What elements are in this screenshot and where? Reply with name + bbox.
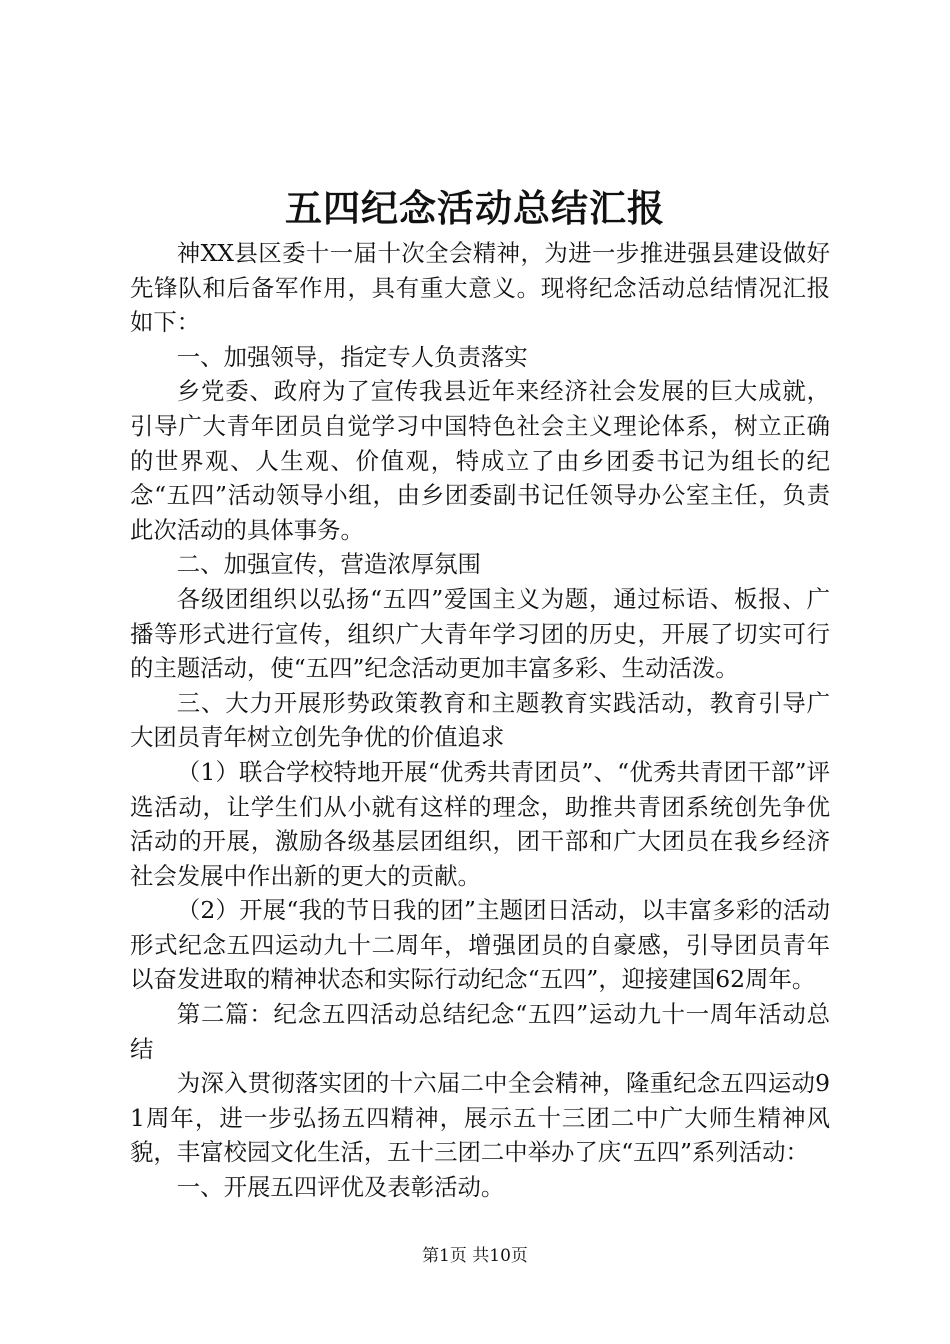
paragraph-intro: 神XX县区委十一届十次全会精神，为进一步推进强县建设做好先锋队和后备军作用，具有重大意义。现将纪念活动总结情况汇报如下： [130,239,830,337]
section-heading-3: 三、大力开展形势政策教育和主题教育实践活动，教育引导广大团员青年树立创先争优的价值追求 [130,688,830,752]
section-heading-1: 一、加强领导，指定专人负责落实 [176,342,528,371]
document-body [130,236,830,1205]
paragraph-item-2: （2）开展“我的节日我的团”主题团日活动，以丰富多彩的活动形式纪念五四运动九十二周年，增强团员的自豪感，引导团员青年以奋发进取的精神状态和实际行动纪念“五四”，迎接建国62周年。 [130,896,830,994]
part-two-heading: 第二篇：纪念五四活动总结纪念“五四”运动九十一周年活动总结 [130,1000,830,1063]
paragraph-item-1: （1）联合学校特地开展“优秀共青团员”、“优秀共青团干部”评选活动，让学生们从小就有这样的理念，助推共青团系统创先争优活动的开展，激励各级基层团组织，团干部和广大团员在我乡经济社会发展中作出新的更大的贡献。 [130,757,830,890]
document-title: 五四纪念活动总结汇报 [285,186,665,230]
paragraph-publicity: 各级团组织以弘扬“五四”爱国主义为题，通过标语、板报、广播等形式进行宣传，组织广大青年学习团的历史，开展了切实可行的主题活动，使“五四”纪念活动更加丰富多彩、生动活泼。 [130,584,830,683]
paragraph-leadership: 乡党委、政府为了宣传我县近年来经济社会发展的巨大成就，引导广大青年团员自觉学习中国特色社会主义理论体系，树立正确的世界观、人生观、价值观，特成立了由乡团委书记为组长的纪念“五四”活动领导小组，由乡团委副书记任领导办公室主任，负责此次活动的具体事务。 [130,377,830,544]
page-number-footer: 第1页 共10页 [422,1246,528,1266]
paragraph-part-two-intro: 为深入贯彻落实团的十六届二中全会精神，隆重纪念五四运动91周年，进一步弘扬五四精神，展示五十三团二中广大师生精神风貌，丰富校园文化生活，五十三团二中举办了庆“五四”系列活动： [130,1069,830,1167]
section-heading-2: 二、加强宣传，营造浓厚氛围 [176,550,481,579]
part-two-section-heading-1: 一、开展五四评优及表彰活动。 [176,1173,505,1202]
